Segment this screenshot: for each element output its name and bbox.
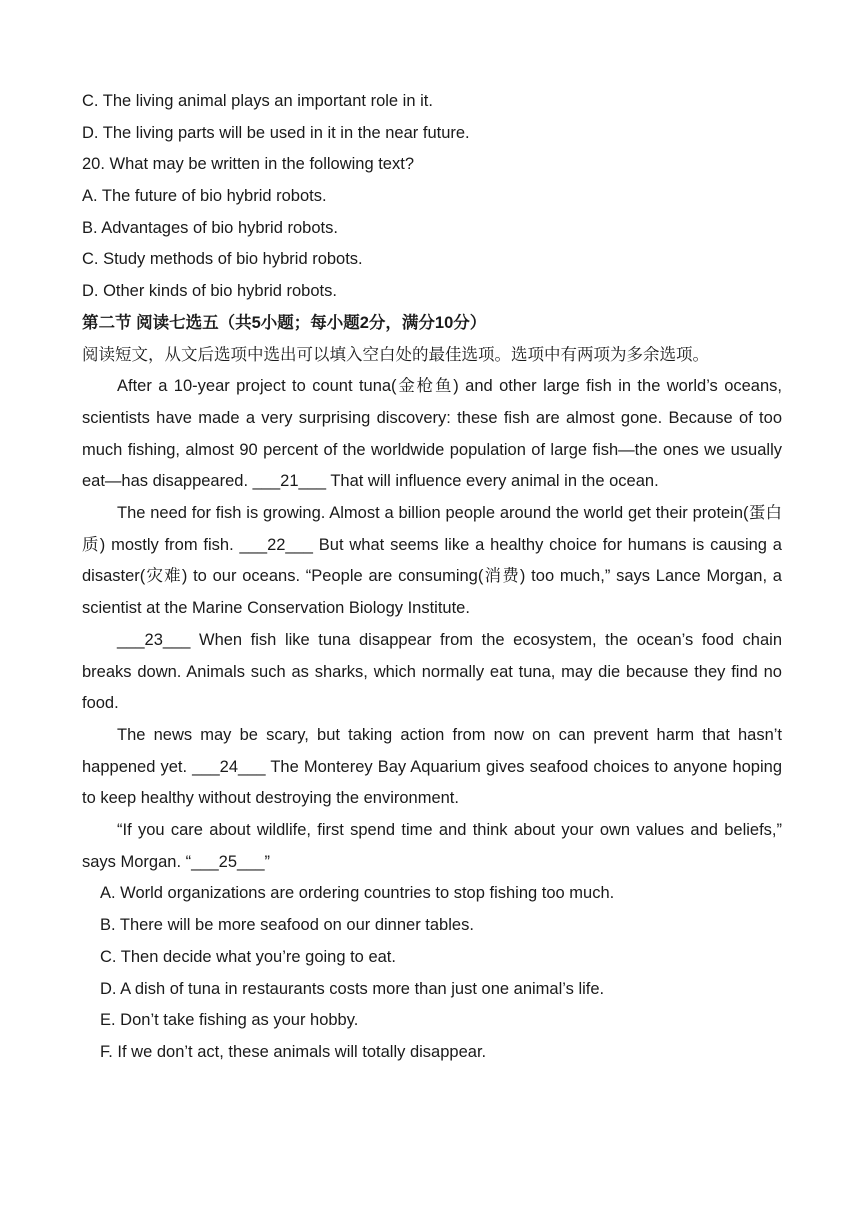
passage-paragraph: “If you care about wildlife, first spend time and think about your own values and beliefs,” says Morgan. “___25___”: [82, 821, 782, 871]
passage-paragraph: The news may be scary, but taking action from now on can prevent harm that hasn’t happened yet. ___24___ The Monterey Bay Aquarium gives seafood choices to anyone hoping to keep healthy without destroying the environment.: [82, 725, 782, 808]
question-20-option: A. The future of bio hybrid robots.: [82, 187, 327, 206]
answer-option: A. World organizations are ordering countries to stop fishing too much.: [100, 884, 615, 903]
answer-option: D. A dish of tuna in restaurants costs more than just one animal’s life.: [100, 979, 605, 998]
answer-option: E. Don’t take fishing as your hobby.: [100, 1011, 359, 1030]
question-20-stem: 20. What may be written in the following text?: [82, 155, 414, 174]
question-20-option: B. Advantages of bio hybrid robots.: [82, 218, 338, 237]
prev-question-option: C. The living animal plays an important role in it.: [82, 92, 433, 110]
passage-paragraph: The need for fish is growing. Almost a billion people around the world get their protein(蛋白质) mostly from fish. ___22___ But what seems like a healthy choice for humans is causing a disaster(灾难) to our oceans. “People are consuming(消费) too much,” says Lance Morgan, a scientist at the Marine Conservation Biology Institute.: [82, 504, 782, 618]
exam-page: [82, 86, 782, 1069]
answer-option: F. If we don’t act, these animals will totally disappear.: [100, 1042, 487, 1061]
section-instruction: 阅读短文，从文后选项中选出可以填入空白处的最佳选项。选项中有两项为多余选项。: [82, 345, 709, 364]
answer-option: C. Then decide what you’re going to eat.: [100, 947, 396, 966]
question-20-option: C. Study methods of bio hybrid robots.: [82, 250, 363, 269]
passage-paragraph: ___23___ When fish like tuna disappear from the ecosystem, the ocean’s food chain breaks down. Animals such as sharks, which normally eat tuna, may die because they find no food.: [82, 630, 782, 713]
answer-option: B. There will be more seafood on our dinner tables.: [100, 916, 474, 935]
section-heading: 第二节 阅读七选五（共5小题；每小题2分，满分10分）: [82, 313, 487, 332]
prev-question-option: D. The living parts will be used in it in the near future.: [82, 123, 470, 142]
passage-paragraph: After a 10-year project to count tuna(金枪鱼) and other large fish in the world’s oceans, scientists have made a very surprising discovery: these fish are almost gone. Because of too much fishing, almost 90 percent of the worldwide population of large fish—the ones we usually eat—has disappeared. ___21___ That will influence every animal in the ocean.: [82, 377, 782, 491]
question-20-option: D. Other kinds of bio hybrid robots.: [82, 282, 337, 301]
